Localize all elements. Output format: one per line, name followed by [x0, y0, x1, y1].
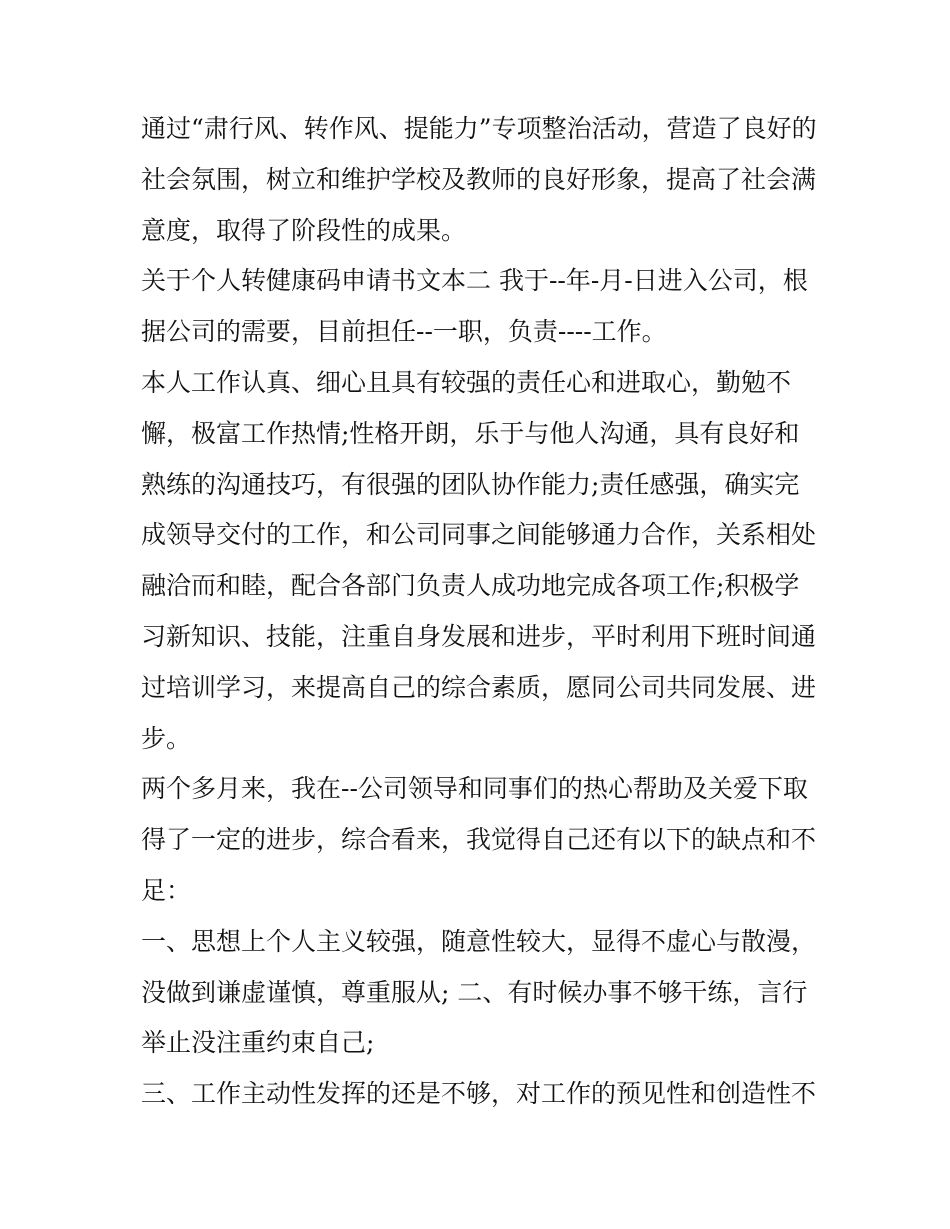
- text-line: 举止没注重约束自己;: [141, 1028, 375, 1058]
- text-line: 没做到谦虚谨慎，尊重服从; 二、有时候办事不够干练，言行: [141, 977, 808, 1007]
- text-line: 一、思想上个人主义较强，随意性较大，显得不虚心与散漫，: [141, 926, 817, 956]
- text-line: 过培训学习，来提高自己的综合素质，愿同公司共同发展、进: [141, 672, 817, 702]
- text-line: 两个多月来，我在--公司领导和同事们的热心帮助及关爱下取: [141, 774, 808, 804]
- text-line: 熟练的沟通技巧，有很强的团队协作能力;责任感强，确实完: [141, 469, 800, 499]
- text-line: 通过“肃行风、转作风、提能力”专项整治活动，营造了良好的: [141, 114, 817, 143]
- text-line: 习新知识、技能，注重自身发展和进步，平时利用下班时间通: [141, 621, 817, 651]
- text-line: 步。: [141, 723, 192, 753]
- text-line: 成领导交付的工作，和公司同事之间能够通力合作，关系相处: [141, 520, 817, 550]
- text-line: 本人工作认真、细心且具有较强的责任心和进取心，勤勉不: [141, 367, 792, 397]
- document-body: [141, 104, 821, 1120]
- text-line: 据公司的需要，目前担任--一职，负责----工作。: [141, 317, 667, 347]
- text-line: 社会氛围，树立和维护学校及教师的良好形象，提高了社会满: [141, 164, 817, 194]
- text-line: 意度，取得了阶段性的成果。: [141, 215, 467, 245]
- text-line: 关于个人转健康码申请书文本二 我于--年-月-日进入公司，根: [141, 266, 808, 296]
- text-line: 得了一定的进步，综合看来，我觉得自己还有以下的缺点和不: [141, 825, 817, 855]
- text-line: 足：: [141, 875, 192, 905]
- text-line: 懈，极富工作热情;性格开朗，乐于与他人沟通，具有良好和: [141, 418, 800, 448]
- text-line: 三、工作主动性发挥的还是不够，对工作的预见性和创造性不: [141, 1079, 817, 1109]
- text-line: 融洽而和睦，配合各部门负责人成功地完成各项工作;积极学: [141, 571, 800, 601]
